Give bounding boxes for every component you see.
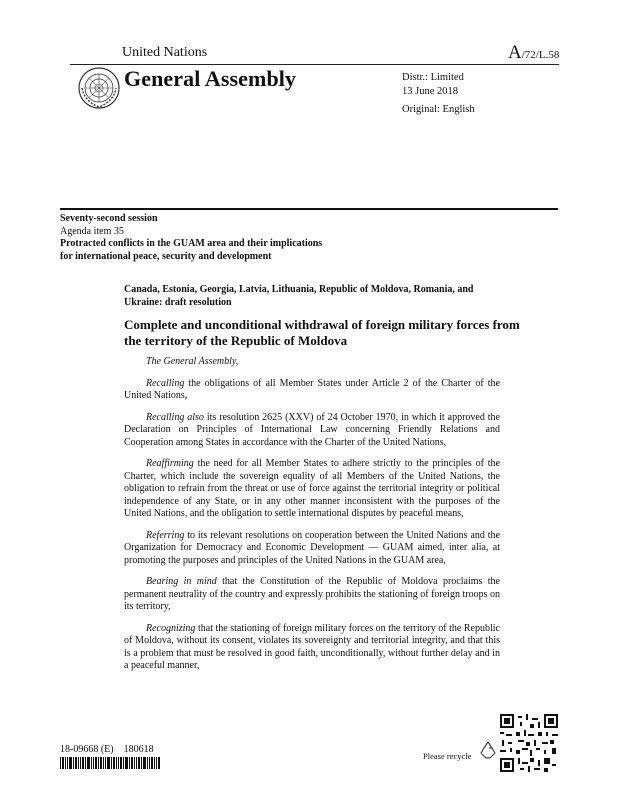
preamble-paragraph [124,458,500,521]
session-rule [60,208,558,210]
paragraph-text: to its relevant resolutions on cooperation between the United Nations and the Organization for Democracy and Economic Development — GUAM aimed, inter alia, at promoting the purposes and principles of the United Nations in the GUAM area, [124,529,500,566]
paragraph-text: that the Constitution of the Republic of Moldova proclaims the permanent neutrality of the country and expressly prohibits the stationing of foreign troops on its territory, [124,576,500,612]
preamble-opening [124,356,500,369]
document-symbol [508,42,559,64]
document-date: 13 June 2018 [402,86,458,97]
preamble-paragraph [124,378,500,403]
document-code: 18-09668 (E) 180618 [60,744,154,755]
paragraph-lead: Bearing in mind [146,576,217,587]
agenda-title-line1: Protracted conflicts in the GUAM area and their implications [60,238,323,249]
preamble-paragraph [124,530,500,568]
distribution-status: Distr.: Limited [402,72,464,83]
body-title: General Assembly [124,66,297,91]
preamble [124,356,500,682]
preamble-paragraph [124,576,500,614]
paragraph-lead: Referring [146,529,185,541]
agenda-title-line2: for international peace, security and development [60,250,272,262]
paragraph-text: its resolution 2625 (XXV) of 24 October 1970, in which it approved the Declaration on Principles of International Law concerning Friendly Relations and Cooperation among States in accordance with the Charter of the United Nations, [124,411,500,448]
paragraph-lead: Recalling also [146,411,204,423]
paragraph-lead: Reaffirming [146,458,194,469]
agenda-item: Agenda item 35 [60,225,124,237]
sponsors-line: Canada, Estonia, Georgia, Latvia, Lithuania, Republic of Moldova, Romania, and Ukraine: draft resolution [124,284,474,308]
qr-code-icon [500,714,558,772]
paragraph-text: the obligations of all Member States under Article 2 of the Charter of the United Nations, [124,377,500,401]
resolution-title: Complete and unconditional withdrawal of foreign military forces from the territory of the Republic of Moldova [124,317,520,348]
header-rule [70,64,559,65]
distribution-block [402,71,475,117]
paragraph-lead: Recognizing [146,622,196,634]
symbol-main: A [508,42,522,63]
session-block [60,213,560,263]
recycle-label: Please recycle [423,751,472,761]
symbol-sub: /72/L.58 [521,49,560,61]
organization-name: United Nations [122,45,208,60]
preamble-paragraph [124,623,500,673]
paragraph-text: the need for all Member States to adhere strictly to the principles of the Charter, which include the sovereign equality of all Members of the United Nations, the obligation to refrain from the threat or use of force against the territorial integrity or political independence of any State, or in any other manner inconsistent with the purposes of the United Nations, and the obligation to settle international disputes by peaceful means, [124,458,500,519]
barcode-icon [60,757,160,769]
paragraph-lead: Recalling [146,377,185,389]
un-emblem-icon [78,67,120,109]
preamble-paragraph [124,412,500,450]
session-name: Seventy-second session [60,213,158,224]
opening-text: The General Assembly, [146,356,239,367]
paragraph-text: that the stationing of foreign military forces on the territory of the Republic of Moldova, without its consent, violates its sovereignty and territorial integrity, and that this is a problem that must be resolved in good faith, unconditionally, without further delay and in a peaceful manner, [124,622,500,671]
original-language: Original: English [402,104,475,115]
recycle-icon [478,740,498,760]
